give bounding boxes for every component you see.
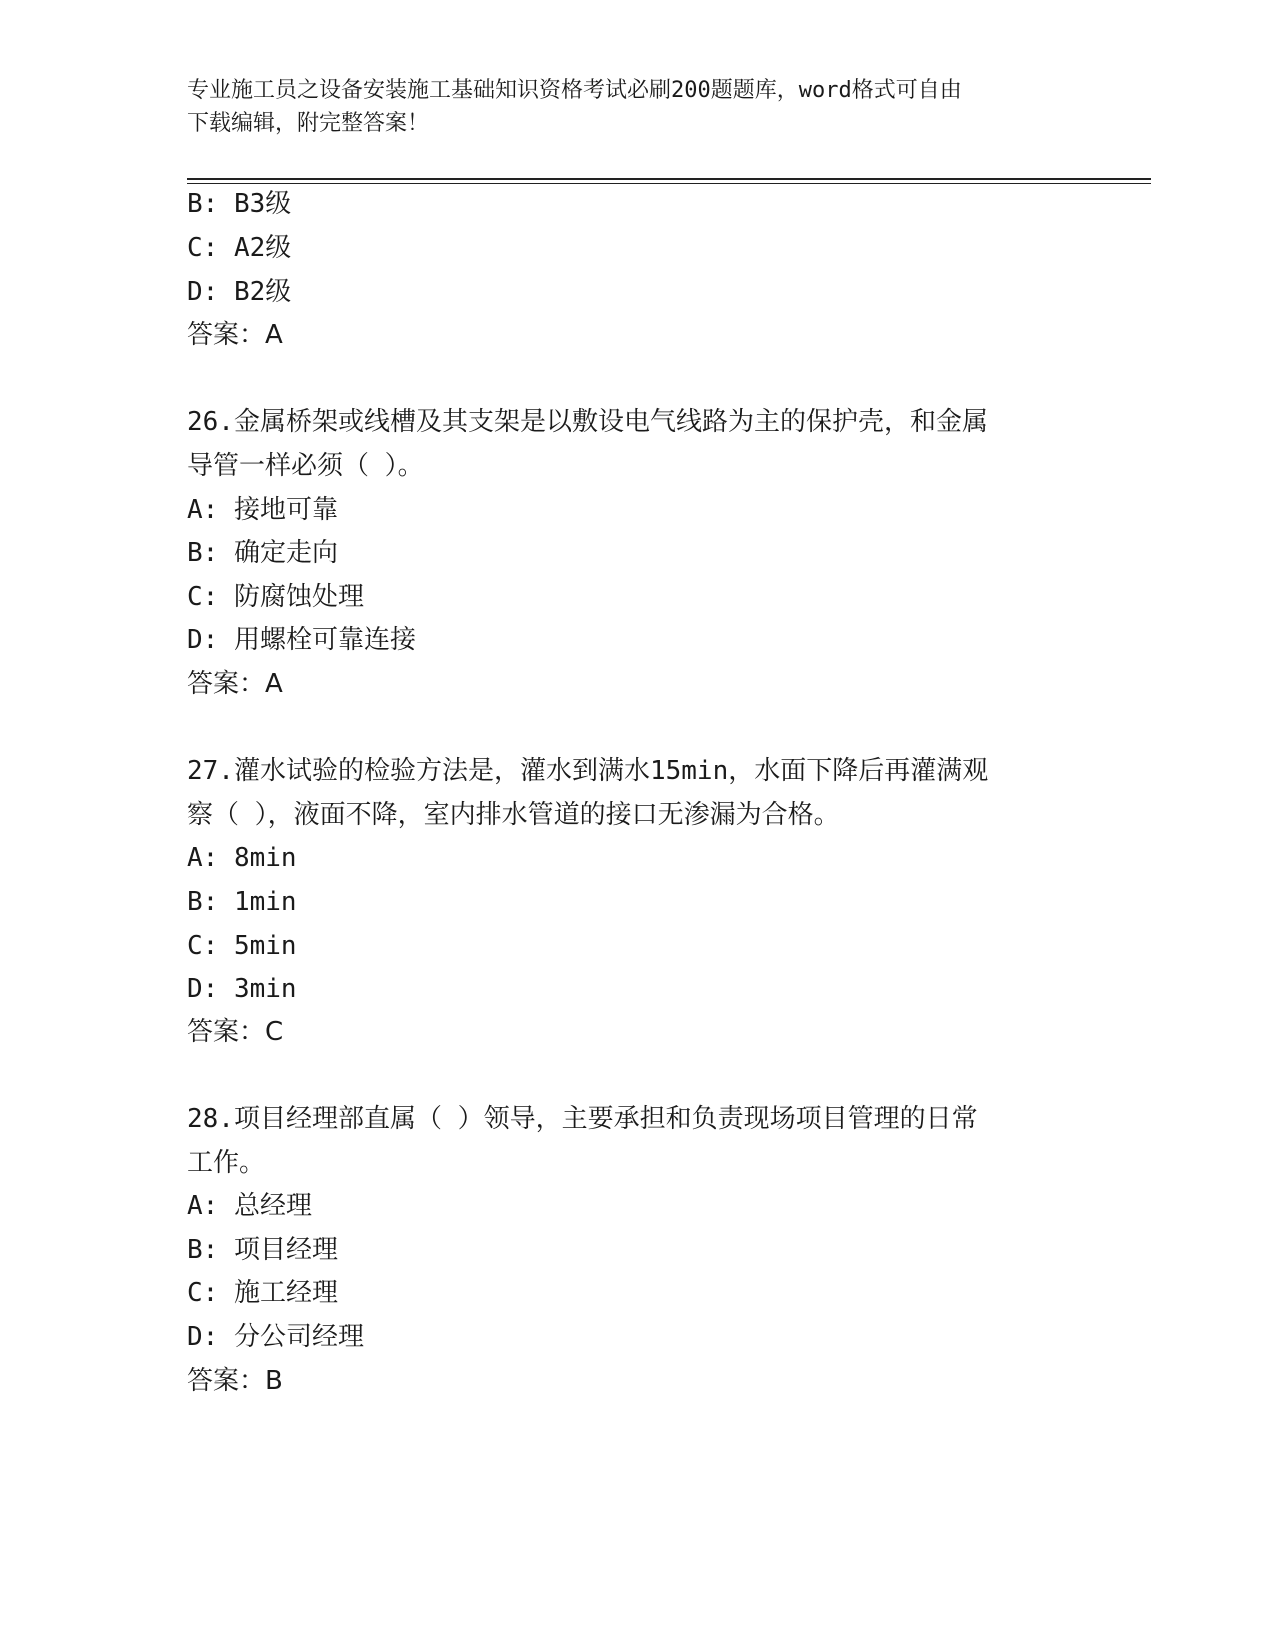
q26-option-a: A: 接地可靠 — [187, 495, 338, 525]
header-divider-thin — [187, 183, 1151, 184]
q27-option-c: C: 5min — [187, 931, 297, 961]
q25-option-b: B: B3级 — [187, 189, 292, 219]
q28-stem-line-2: 工作。 — [187, 1148, 266, 1178]
q28-answer: 答案：B — [187, 1366, 283, 1396]
q25-answer: 答案：A — [187, 320, 283, 350]
q26-stem-line-2: 导管一样必须（ ）。 — [187, 451, 424, 481]
q28-option-a: A: 总经理 — [187, 1191, 312, 1221]
header-divider-thick — [187, 178, 1151, 180]
document-header — [187, 74, 1067, 140]
q27-option-d: D: 3min — [187, 974, 297, 1004]
q28-option-b: B: 项目经理 — [187, 1235, 338, 1265]
q27-option-a: A: 8min — [187, 843, 297, 873]
q26-option-d: D: 用螺栓可靠连接 — [187, 625, 416, 655]
q28-stem-line-1: 28.项目经理部直属（ ）领导，主要承担和负责现场项目管理的日常 — [187, 1104, 978, 1134]
q26-option-c: C: 防腐蚀处理 — [187, 582, 364, 612]
q27-stem-line-2: 察（ ），液面不降，室内排水管道的接口无渗漏为合格。 — [187, 800, 840, 830]
header-line-2: 下载编辑，附完整答案！ — [187, 111, 430, 136]
q28-option-c: C: 施工经理 — [187, 1278, 338, 1308]
document-page — [187, 0, 1151, 1650]
q26-answer: 答案：A — [187, 669, 283, 699]
q27-answer: 答案：C — [187, 1017, 284, 1047]
q27-option-b: B: 1min — [187, 887, 297, 917]
q27-stem-line-1: 27.灌水试验的检验方法是，灌水到满水15min，水面下降后再灌满观 — [187, 756, 989, 786]
q25-option-c: C: A2级 — [187, 233, 292, 263]
q25-option-d: D: B2级 — [187, 277, 292, 307]
header-line-1: 专业施工员之设备安装施工基础知识资格考试必刷200题题库，word格式可自由 — [187, 78, 962, 103]
q28-option-d: D: 分公司经理 — [187, 1322, 364, 1352]
q26-stem-line-1: 26.金属桥架或线槽及其支架是以敷设电气线路为主的保护壳，和金属 — [187, 407, 988, 437]
q26-option-b: B: 确定走向 — [187, 538, 338, 568]
